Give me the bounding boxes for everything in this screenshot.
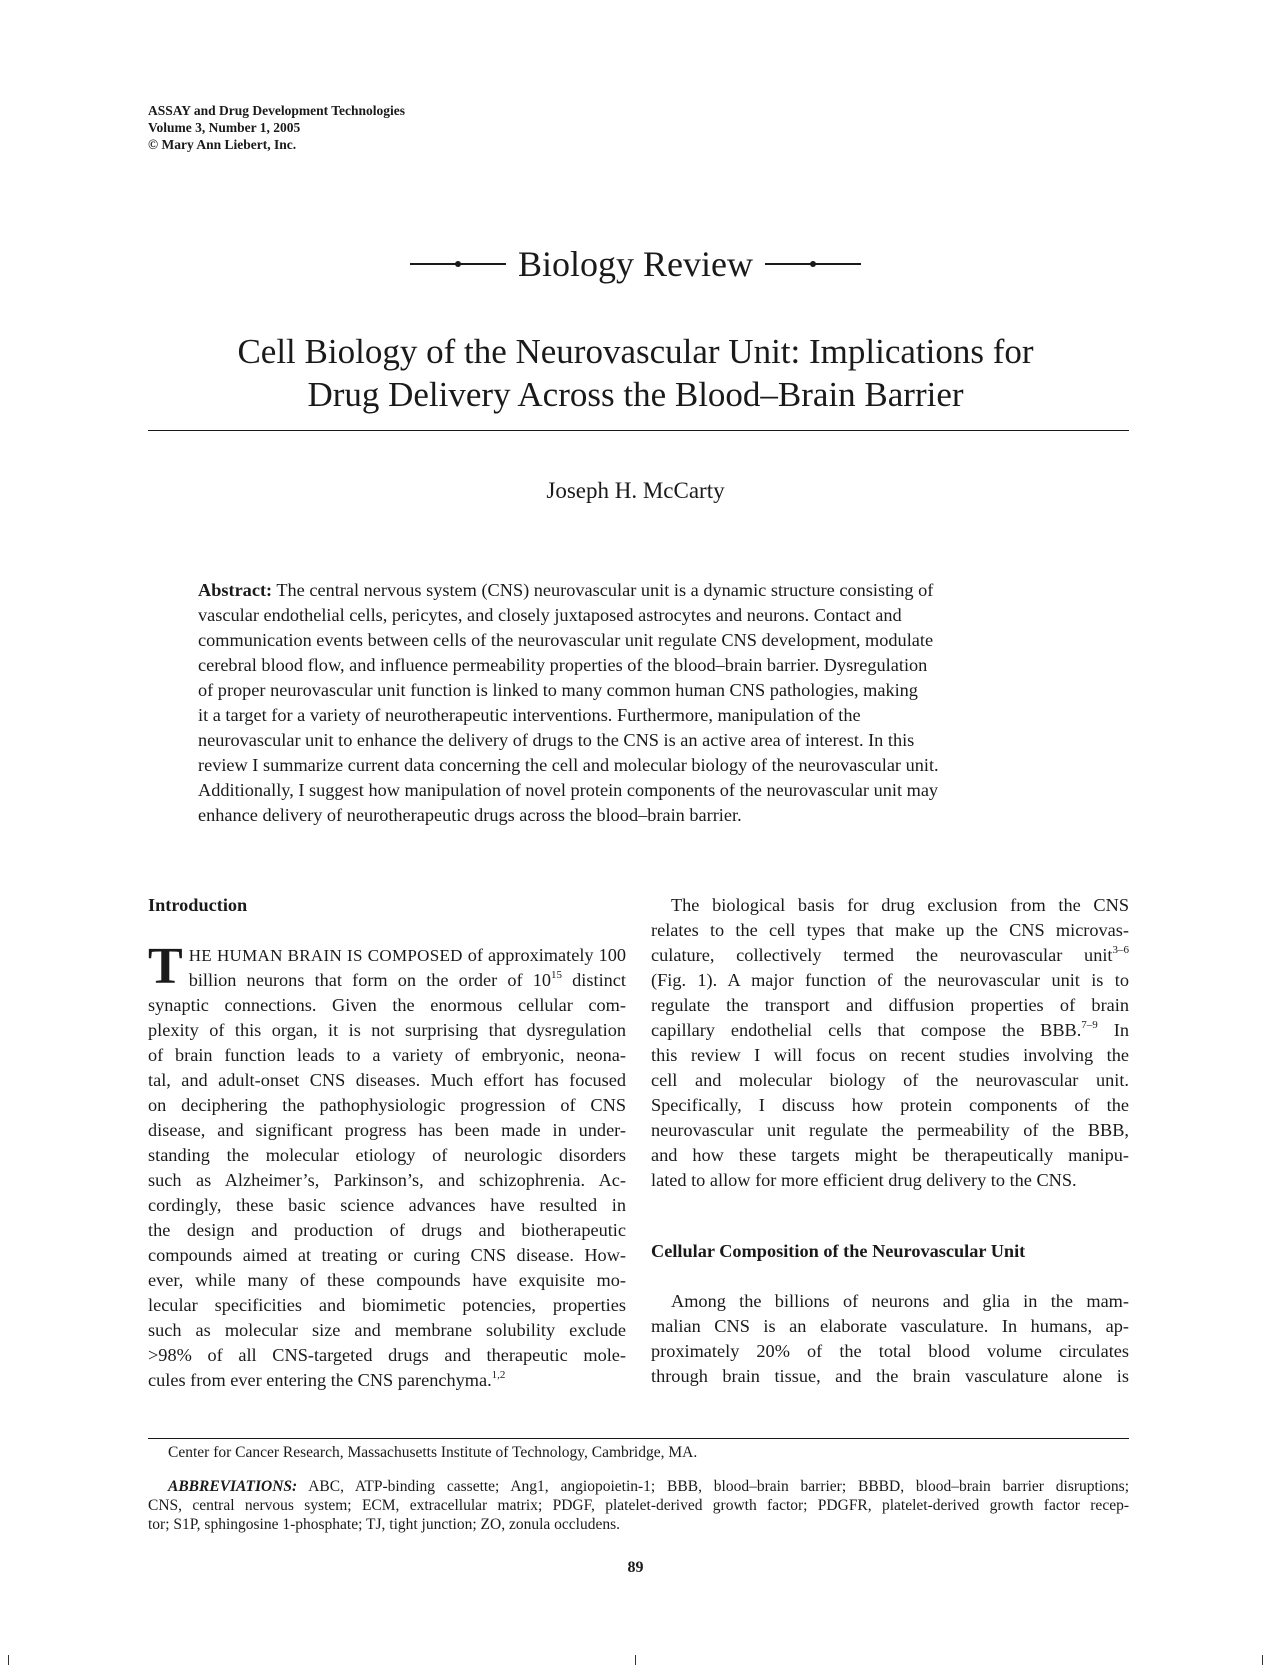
body-line: regulate the transport and diffusion properties of brain (651, 995, 1129, 1015)
ornament-left (410, 263, 506, 265)
smallcaps-lead: HE HUMAN BRAIN IS COMPOSED (188, 946, 463, 965)
body-line: and how these targets might be therapeutically manipu- (651, 1145, 1129, 1165)
abbreviations-line: CNS, central nervous system; ECM, extracellular matrix; PDGF, platelet-derived growth factor; PDGFR, platelet-derived growth factor recep- (148, 1497, 1129, 1514)
intro-line: of approximately 100 (462, 945, 626, 965)
body-line: The biological basis for drug exclusion from the CNS (671, 895, 1129, 915)
crop-mark (1262, 1655, 1263, 1665)
citation: 7–9 (1081, 1018, 1098, 1031)
intro-line: cules from ever entering the CNS parenchyma. (148, 1370, 492, 1390)
ornament-right (765, 263, 861, 265)
intro-line: standing the molecular etiology of neurologic disorders (148, 1145, 626, 1165)
intro-line: billion neurons that form on the order of 10 (188, 970, 552, 990)
intro-line: tal, and adult-onset CNS diseases. Much effort has focused (148, 1070, 626, 1090)
abstract-line: neurovascular unit to enhance the delivery of drugs to the CNS is an active area of interest. In this (198, 730, 915, 750)
intro-line: lecular specificities and biomimetic potencies, properties (148, 1295, 626, 1315)
dropcap: T (148, 938, 183, 995)
article-title (100, 330, 1171, 416)
page-number: 89 (627, 1559, 644, 1576)
title-line-2: Drug Delivery Across the Blood–Brain Barrier (307, 375, 964, 414)
body-line: malian CNS is an elaborate vasculature. In humans, ap- (651, 1316, 1129, 1336)
abstract (198, 578, 1080, 828)
section-label (0, 240, 1271, 288)
journal-name: ASSAY and Drug Development Technologies (148, 103, 406, 118)
body-line: this review I will focus on recent studies involving the (651, 1045, 1129, 1065)
abstract-line: review I summarize current data concerning the cell and molecular biology of the neurovascular unit. (198, 755, 939, 775)
body-line: (Fig. 1). A major function of the neurovascular unit is to (651, 970, 1129, 990)
intro-line: >98% of all CNS-targeted drugs and therapeutic mole- (148, 1345, 626, 1365)
abbreviations-footnote (148, 1477, 1129, 1534)
body-line: In (1097, 1020, 1129, 1040)
body-line: Among the billions of neurons and glia in the mam- (671, 1291, 1129, 1311)
journal-header (148, 102, 405, 153)
crop-mark (635, 1655, 636, 1665)
abstract-line: Additionally, I suggest how manipulation of novel protein components of the neurovascular unit may (198, 780, 939, 800)
intro-line: distinct (562, 970, 626, 990)
body-line: relates to the cell types that make up the CNS microvas- (651, 920, 1129, 940)
body-paragraph (651, 1289, 1129, 1389)
body-line: capillary endothelial cells that compose the BBB. (651, 1020, 1082, 1040)
intro-line: such as molecular size and membrane solubility exclude (148, 1320, 626, 1340)
abstract-line: enhance delivery of neurotherapeutic drugs across the blood–brain barrier. (198, 805, 742, 825)
abstract-line: cerebral blood flow, and influence permeability properties of the blood–brain barrier. Dysregulation (198, 655, 928, 675)
right-column (651, 893, 1129, 1389)
abbreviations-line: ABC, ATP-binding cassette; Ang1, angiopoietin-1; BBB, blood–brain barrier; BBBD, blood–brain barrier disruptions; (297, 1478, 1129, 1495)
citation: 3–6 (1112, 943, 1129, 956)
abbreviations-line: tor; S1P, sphingosine 1-phosphate; TJ, tight junction; ZO, zonula occludens. (148, 1516, 620, 1533)
journal-volume: Volume 3, Number 1, 2005 (148, 120, 301, 135)
body-line: cell and molecular biology of the neurovascular unit. (651, 1070, 1129, 1090)
introduction-paragraph (148, 938, 626, 1393)
body-line: Specifically, I discuss how protein components of the (651, 1095, 1129, 1115)
abstract-line: it a target for a variety of neurotherapeutic interventions. Furthermore, manipulation of the (198, 705, 861, 725)
abstract-line: vascular endothelial cells, pericytes, and closely juxtaposed astrocytes and neurons. Contact and (198, 605, 902, 625)
abstract-line: of proper neurovascular unit function is linked to many common human CNS pathologies, making (198, 680, 918, 700)
body-line: culature, collectively termed the neurovascular unit (651, 945, 1113, 965)
citation: 15 (551, 968, 563, 981)
body-line: through brain tissue, and the brain vasculature alone is (651, 1366, 1129, 1386)
intro-line: ever, while many of these compounds have exquisite mo- (148, 1270, 626, 1290)
section-label-text: Biology Review (518, 244, 753, 284)
body-line: lated to allow for more efficient drug delivery to the CNS. (651, 1170, 1077, 1190)
intro-line: the design and production of drugs and biotherapeutic (148, 1220, 626, 1240)
body-line: proximately 20% of the total blood volume circulates (651, 1341, 1129, 1361)
left-column (148, 893, 626, 1393)
intro-line: plexity of this organ, it is not surprising that dysregulation (148, 1020, 626, 1040)
intro-line: of brain function leads to a variety of embryonic, neona- (148, 1045, 626, 1065)
abstract-line: communication events between cells of the neurovascular unit regulate CNS development, modulate (198, 630, 934, 650)
journal-copyright: © Mary Ann Liebert, Inc. (148, 137, 297, 152)
crop-mark (8, 1655, 9, 1665)
intro-line: compounds aimed at treating or curing CNS disease. How- (148, 1245, 626, 1265)
author: Joseph H. McCarty (546, 478, 725, 503)
affiliation-footnote: Center for Cancer Research, Massachusetts Institute of Technology, Cambridge, MA. (168, 1444, 698, 1461)
citation: 1,2 (491, 1368, 506, 1381)
introduction-heading: Introduction (148, 895, 248, 915)
intro-line: synaptic connections. Given the enormous cellular com- (148, 995, 626, 1015)
body-paragraph (651, 893, 1129, 1193)
abstract-label: Abstract: (198, 580, 273, 600)
abbreviations-label: ABBREVIATIONS: (168, 1478, 298, 1495)
title-rule (148, 430, 1129, 431)
footnote-rule (148, 1438, 1129, 1439)
intro-line: on deciphering the pathophysiologic progression of CNS (148, 1095, 626, 1115)
title-line-1: Cell Biology of the Neurovascular Unit: Implications for (237, 332, 1034, 371)
intro-line: such as Alzheimer’s, Parkinson’s, and schizophrenia. Ac- (148, 1170, 626, 1190)
abstract-line: The central nervous system (CNS) neurovascular unit is a dynamic structure consisting of (272, 580, 934, 600)
body-line: neurovascular unit regulate the permeability of the BBB, (651, 1120, 1129, 1140)
section-heading: Cellular Composition of the Neurovascular Unit (651, 1241, 1026, 1261)
intro-line: cordingly, these basic science advances have resulted in (148, 1195, 626, 1215)
intro-line: disease, and significant progress has been made in under- (148, 1120, 626, 1140)
